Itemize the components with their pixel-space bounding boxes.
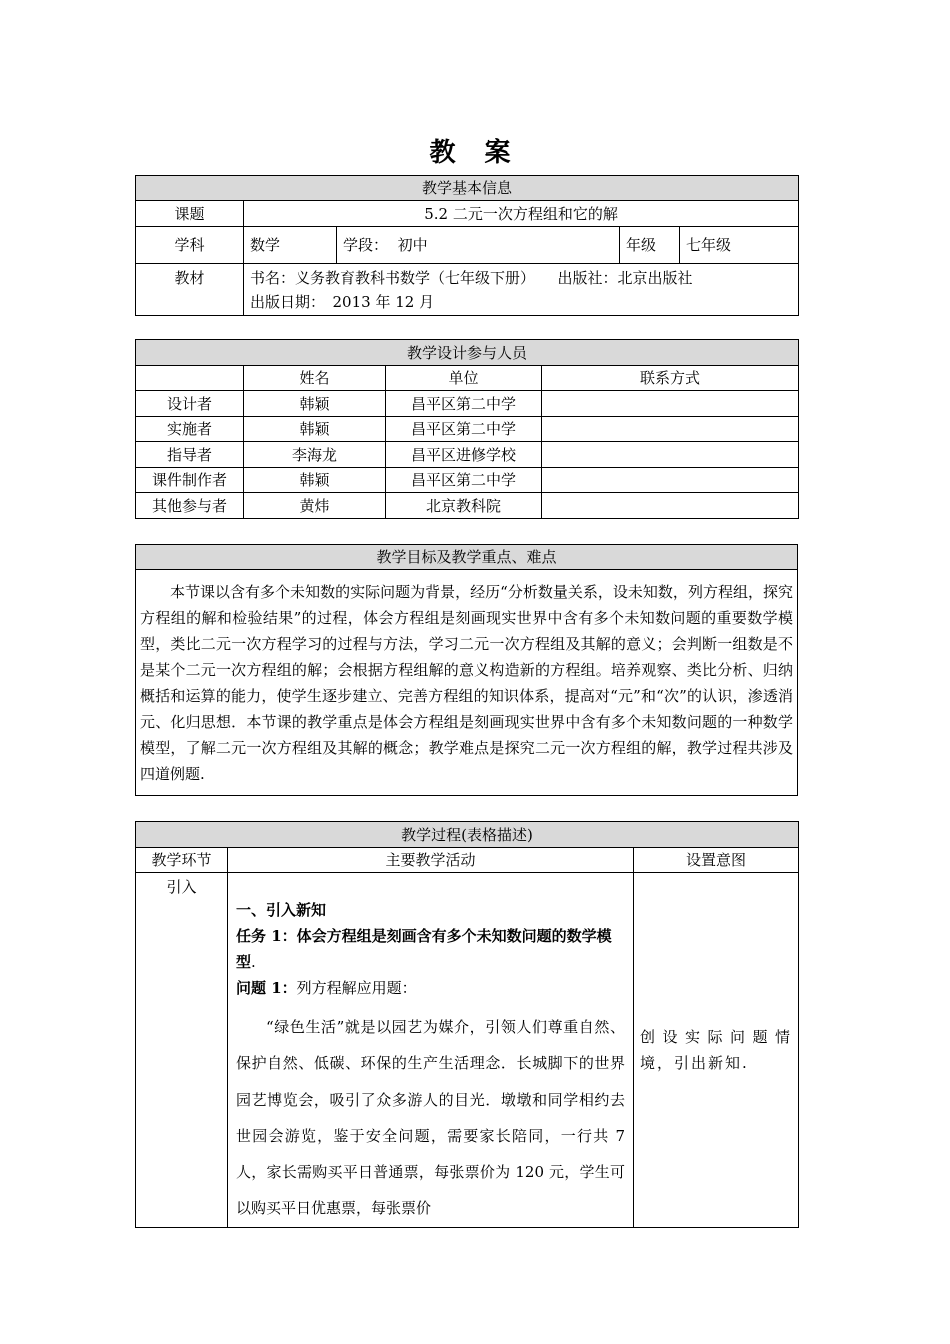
role: 指导者	[136, 442, 244, 468]
col-contact-header: 联系方式	[542, 366, 799, 391]
activity-cell	[228, 873, 634, 1228]
textbook-line-1: 书名：义务教育教科书数学（七年级下册） 出版社：北京出版社	[250, 269, 693, 287]
process-header: 教学过程(表格描述)	[136, 822, 799, 848]
stage-cell	[337, 227, 620, 264]
topic-label: 课题	[136, 201, 244, 227]
goals-table	[135, 544, 798, 796]
task-label: 任务 1：	[236, 927, 297, 945]
role: 课件制作者	[136, 468, 244, 493]
stage-name: 引入	[136, 873, 228, 1228]
table-row	[136, 391, 799, 417]
goals-header: 教学目标及教学重点、难点	[136, 545, 798, 570]
col-unit-header: 单位	[386, 366, 542, 391]
textbook-line-2: 出版日期： 2013 年 12 月	[250, 293, 435, 311]
unit: 昌平区第二中学	[386, 391, 542, 417]
col-intent-header: 设置意图	[634, 848, 799, 873]
story-paragraph: “绿色生活”就是以园艺为媒介，引领人们尊重自然、保护自然、低碳、环保的生产生活理念．长城脚下的世界园艺博览会，吸引了众多游人的目光．墩墩和同学相约去世园会游览，鉴于安全问题，需要家长陪同，一行共 7 人，家长需购买平日普通票，每张票价为 120 元，学生可以购买平日优惠票，每张票价	[236, 1018, 625, 1218]
role: 其他参与者	[136, 493, 244, 519]
people-table	[135, 339, 799, 519]
subject-label: 学科	[136, 227, 244, 264]
table-row	[136, 493, 799, 519]
page-title: 教 案	[429, 138, 521, 168]
table-row	[136, 417, 799, 442]
question-line	[236, 975, 625, 1001]
grade-value: 七年级	[680, 227, 799, 264]
task-text: 体会方程组是刻画含有多个未知数问题的数学模型	[236, 927, 612, 971]
name: 韩颖	[244, 417, 386, 442]
subject-value: 数学	[244, 227, 337, 264]
textbook-label: 教材	[136, 264, 244, 316]
contact	[542, 493, 799, 519]
task-line	[236, 923, 625, 975]
stage-value: 初中	[397, 236, 428, 254]
name: 黄炜	[244, 493, 386, 519]
stage-label: 学段：	[343, 236, 389, 254]
task-end: .	[251, 953, 256, 971]
table-row	[136, 442, 799, 468]
intent-text: 创设实际问题情境，引出新知.	[634, 873, 799, 1228]
role: 设计者	[136, 391, 244, 417]
name: 李海龙	[244, 442, 386, 468]
contact	[542, 442, 799, 468]
textbook-info	[244, 264, 799, 316]
col-stage-header: 教学环节	[136, 848, 228, 873]
contact	[542, 391, 799, 417]
contact	[542, 468, 799, 493]
unit: 昌平区第二中学	[386, 417, 542, 442]
col-role-header	[136, 366, 244, 391]
name: 韩颖	[244, 391, 386, 417]
name: 韩颖	[244, 468, 386, 493]
people-header: 教学设计参与人员	[136, 340, 799, 366]
question-label: 问题 1：	[236, 979, 297, 997]
col-name-header: 姓名	[244, 366, 386, 391]
table-row	[136, 468, 799, 493]
process-table	[135, 821, 799, 1228]
topic-value: 5.2 二元一次方程组和它的解	[244, 201, 799, 227]
grade-label: 年级	[620, 227, 680, 264]
goals-text: 本节课以含有多个未知数的实际问题为背景，经历“分析数量关系，设未知数，列方程组，探究方程组的解和检验结果”的过程，体会方程组是刻画现实世界中含有多个未知数问题的重要数学模型，类比二元一次方程学习的过程与方法，学习二元一次方程组及其解的意义；会判断一组数是不是某个二元一次方程组的解；会根据方程组解的意义构造新的方程组。培养观察、类比分析、归纳概括和运算的能力，使学生逐步建立、完善方程组的知识体系，提高对“元”和“次”的认识，渗透消元、化归思想．本节课的教学重点是体会方程组是刻画现实世界中含有多个未知数问题的一种数学模型，了解二元一次方程组及其解的概念；教学难点是探究二元一次方程组的解，教学过程共涉及四道例题.	[136, 570, 798, 796]
unit: 昌平区第二中学	[386, 468, 542, 493]
basic-info-table	[135, 175, 799, 316]
col-activity-header: 主要教学活动	[228, 848, 634, 873]
contact	[542, 417, 799, 442]
section-title: 一、引入新知	[236, 901, 327, 919]
basic-info-header: 教学基本信息	[136, 176, 799, 201]
role: 实施者	[136, 417, 244, 442]
unit: 北京教科院	[386, 493, 542, 519]
question-text: 列方程解应用题：	[296, 979, 417, 997]
unit: 昌平区进修学校	[386, 442, 542, 468]
